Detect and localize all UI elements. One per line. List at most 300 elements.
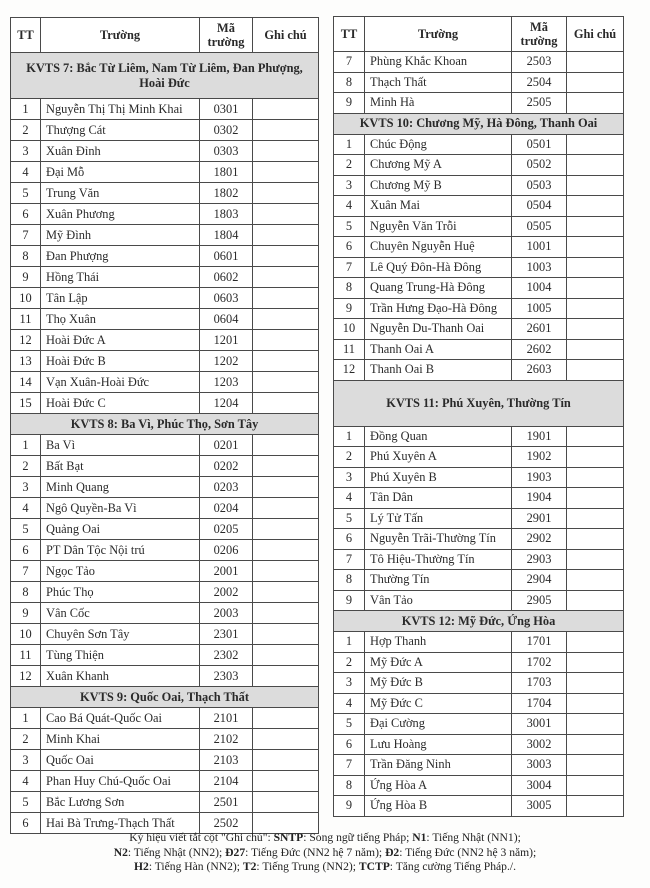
- school-code: 3004: [512, 775, 567, 796]
- legend-line: [0, 860, 650, 875]
- school-code: 3005: [512, 796, 567, 817]
- row-number: 2: [334, 447, 365, 468]
- school-name: Vân Cốc: [41, 603, 200, 624]
- row-number: 3: [334, 467, 365, 488]
- row-number: 13: [11, 351, 41, 372]
- school-code: 1202: [200, 351, 253, 372]
- row-number: 8: [334, 775, 365, 796]
- school-name: Nguyễn Trãi-Thường Tín: [365, 529, 512, 550]
- table-row: [334, 775, 624, 796]
- header-code-line2: trường: [520, 34, 558, 48]
- row-number: 9: [11, 267, 41, 288]
- note-cell: [253, 477, 319, 498]
- row-number: 7: [334, 257, 365, 278]
- school-code: 2102: [200, 729, 253, 750]
- row-number: 12: [11, 330, 41, 351]
- school-name: Phúc Thọ: [41, 582, 200, 603]
- note-cell: [567, 339, 624, 360]
- note-cell: [253, 99, 319, 120]
- table-row: [334, 488, 624, 509]
- note-cell: [567, 590, 624, 611]
- school-name: Thọ Xuân: [41, 309, 200, 330]
- note-cell: [567, 298, 624, 319]
- school-code: 0502: [512, 155, 567, 176]
- row-number: 10: [334, 319, 365, 340]
- school-name: Ba Vì: [41, 435, 200, 456]
- row-number: 8: [334, 278, 365, 299]
- note-cell: [253, 729, 319, 750]
- row-number: 11: [334, 339, 365, 360]
- school-code: 1004: [512, 278, 567, 299]
- note-cell: [253, 309, 319, 330]
- row-number: 1: [334, 632, 365, 653]
- table-row: [11, 288, 319, 309]
- table-row: [334, 196, 624, 217]
- note-cell: [253, 561, 319, 582]
- note-cell: [567, 52, 624, 73]
- table-row: [334, 632, 624, 653]
- table-row: [334, 298, 624, 319]
- school-code: 2902: [512, 529, 567, 550]
- school-name: Mỹ Đức C: [365, 693, 512, 714]
- table-row: [11, 729, 319, 750]
- note-cell: [253, 246, 319, 267]
- school-name: Bắc Lương Sơn: [41, 792, 200, 813]
- row-number: 3: [11, 477, 41, 498]
- note-cell: [253, 162, 319, 183]
- legend-abbreviation: TCTP: [358, 860, 390, 873]
- school-name: Phan Huy Chú-Quốc Oai: [41, 771, 200, 792]
- school-name: Lê Quý Đôn-Hà Đông: [365, 257, 512, 278]
- note-cell: [253, 225, 319, 246]
- school-code: 1802: [200, 183, 253, 204]
- school-name: Xuân Phương: [41, 204, 200, 225]
- school-name: Mỹ Đức A: [365, 652, 512, 673]
- row-number: 1: [334, 426, 365, 447]
- school-name: Nguyễn Văn Trỗi: [365, 216, 512, 237]
- note-cell: [567, 196, 624, 217]
- school-code: 0203: [200, 477, 253, 498]
- note-cell: [567, 72, 624, 93]
- section-header-row: [334, 113, 624, 134]
- school-name: Ngọc Tảo: [41, 561, 200, 582]
- school-name: Lưu Hoàng: [365, 734, 512, 755]
- table-header-row: [334, 17, 624, 52]
- school-name: Quốc Oai: [41, 750, 200, 771]
- school-table-left: [10, 17, 319, 834]
- school-name: Nguyễn Du-Thanh Oai: [365, 319, 512, 340]
- note-cell: [253, 519, 319, 540]
- table-row: [334, 796, 624, 817]
- table-row: [11, 792, 319, 813]
- school-name: Đồng Quan: [365, 426, 512, 447]
- note-cell: [567, 175, 624, 196]
- table-row: [11, 267, 319, 288]
- school-code: 2905: [512, 590, 567, 611]
- row-number: 2: [334, 652, 365, 673]
- legend-text: : Tiếng Đức (NN2 hệ 7 năm);: [245, 845, 386, 859]
- table-row: [334, 714, 624, 735]
- table-row: [11, 666, 319, 687]
- row-number: 1: [11, 708, 41, 729]
- school-name: Đại Mỗ: [41, 162, 200, 183]
- note-cell: [253, 141, 319, 162]
- row-number: 5: [334, 216, 365, 237]
- row-number: 9: [334, 796, 365, 817]
- table-row: [334, 278, 624, 299]
- table-row: [334, 257, 624, 278]
- school-name: Thường Tín: [365, 570, 512, 591]
- note-cell: [253, 351, 319, 372]
- school-code: 2103: [200, 750, 253, 771]
- legend-text: : Tiếng Nhật (NN1);: [426, 831, 521, 844]
- table-row: [11, 540, 319, 561]
- row-number: 4: [334, 196, 365, 217]
- school-name: Quảng Oai: [41, 519, 200, 540]
- table-row: [334, 216, 624, 237]
- school-name: PT Dân Tộc Nội trú: [41, 540, 200, 561]
- row-number: 7: [334, 52, 365, 73]
- row-number: 1: [334, 134, 365, 155]
- school-code: 1005: [512, 298, 567, 319]
- school-code: 0301: [200, 99, 253, 120]
- table-row: [334, 93, 624, 114]
- section-title: KVTS 9: Quốc Oai, Thạch Thất: [11, 687, 319, 708]
- school-code: 2002: [200, 582, 253, 603]
- school-name: Thanh Oai B: [365, 360, 512, 381]
- school-name: Chương Mỹ A: [365, 155, 512, 176]
- table-row: [11, 204, 319, 225]
- note-cell: [567, 93, 624, 114]
- note-cell: [253, 120, 319, 141]
- school-code: 2502: [200, 813, 253, 834]
- table-row: [334, 652, 624, 673]
- header-note: Ghi chú: [253, 18, 319, 53]
- school-code: 0504: [512, 196, 567, 217]
- row-number: 9: [334, 93, 365, 114]
- school-code: 1203: [200, 372, 253, 393]
- row-number: 6: [11, 204, 41, 225]
- table-row: [11, 183, 319, 204]
- school-code: 0201: [200, 435, 253, 456]
- school-code: 0501: [512, 134, 567, 155]
- school-code: 1901: [512, 426, 567, 447]
- note-cell: [567, 652, 624, 673]
- table-row: [11, 393, 319, 414]
- school-code: 2602: [512, 339, 567, 360]
- table-row: [334, 426, 624, 447]
- school-code: 1204: [200, 393, 253, 414]
- school-code: 2301: [200, 624, 253, 645]
- school-code: 0503: [512, 175, 567, 196]
- legend-text: : Tăng cường Tiếng Pháp./.: [389, 860, 516, 873]
- school-name: Ứng Hòa A: [365, 775, 512, 796]
- header-code-line1: Mã: [217, 21, 235, 35]
- row-number: 1: [11, 435, 41, 456]
- school-name: Tô Hiệu-Thường Tín: [365, 549, 512, 570]
- legend-abbreviation: T2: [242, 860, 257, 873]
- note-cell: [567, 467, 624, 488]
- table-row: [334, 590, 624, 611]
- school-name: Xuân Khanh: [41, 666, 200, 687]
- section-title: KVTS 12: Mỹ Đức, Ứng Hòa: [334, 611, 624, 632]
- school-name: Phú Xuyên B: [365, 467, 512, 488]
- school-name: Xuân Đỉnh: [41, 141, 200, 162]
- school-code: 2302: [200, 645, 253, 666]
- header-note: Ghi chú: [567, 17, 624, 52]
- header-code: [200, 18, 253, 53]
- legend-abbreviation: N2: [113, 845, 128, 859]
- note-cell: [567, 257, 624, 278]
- row-number: 7: [334, 549, 365, 570]
- header-tt: TT: [334, 17, 365, 52]
- table-row: [334, 529, 624, 550]
- note-cell: [253, 645, 319, 666]
- note-cell: [253, 750, 319, 771]
- table-row: [334, 155, 624, 176]
- school-code: 1801: [200, 162, 253, 183]
- school-code: 2003: [200, 603, 253, 624]
- row-number: 10: [11, 288, 41, 309]
- table-row: [11, 582, 319, 603]
- table-body: [11, 53, 319, 834]
- table-row: [11, 225, 319, 246]
- table-row: [334, 755, 624, 776]
- row-number: 6: [334, 237, 365, 258]
- school-name: Phùng Khắc Khoan: [365, 52, 512, 73]
- school-name: Thanh Oai A: [365, 339, 512, 360]
- row-number: 2: [11, 120, 41, 141]
- note-cell: [253, 540, 319, 561]
- school-name: Trung Văn: [41, 183, 200, 204]
- school-name: Đại Cường: [365, 714, 512, 735]
- school-code: 0204: [200, 498, 253, 519]
- note-cell: [567, 549, 624, 570]
- row-number: 5: [11, 519, 41, 540]
- header-school: Trường: [365, 17, 512, 52]
- school-code: 1701: [512, 632, 567, 653]
- school-code: 2104: [200, 771, 253, 792]
- row-number: 10: [11, 624, 41, 645]
- row-number: 1: [11, 99, 41, 120]
- note-cell: [253, 456, 319, 477]
- school-code: 2505: [512, 93, 567, 114]
- section-title: KVTS 8: Ba Vì, Phúc Thọ, Sơn Tây: [11, 414, 319, 435]
- school-name: Tùng Thiện: [41, 645, 200, 666]
- school-name: Trần Đăng Ninh: [365, 755, 512, 776]
- header-school: Trường: [41, 18, 200, 53]
- note-cell: [567, 529, 624, 550]
- table-row: [11, 351, 319, 372]
- school-code: 0202: [200, 456, 253, 477]
- note-cell: [567, 755, 624, 776]
- legend-abbreviation: SNTP: [273, 831, 304, 844]
- school-name: Trần Hưng Đạo-Hà Đông: [365, 298, 512, 319]
- header-tt: TT: [11, 18, 41, 53]
- school-code: 2101: [200, 708, 253, 729]
- table-row: [334, 134, 624, 155]
- school-name: Minh Quang: [41, 477, 200, 498]
- row-number: 12: [334, 360, 365, 381]
- note-cell: [567, 508, 624, 529]
- abbreviation-legend: [0, 831, 650, 875]
- row-number: 12: [11, 666, 41, 687]
- school-name: Đan Phượng: [41, 246, 200, 267]
- note-cell: [253, 204, 319, 225]
- note-cell: [253, 771, 319, 792]
- school-code: 1703: [512, 673, 567, 694]
- school-name: Ngô Quyền-Ba Vì: [41, 498, 200, 519]
- note-cell: [253, 267, 319, 288]
- school-code: 2904: [512, 570, 567, 591]
- note-cell: [567, 488, 624, 509]
- note-cell: [567, 216, 624, 237]
- row-number: 6: [334, 529, 365, 550]
- school-name: Cao Bá Quát-Quốc Oai: [41, 708, 200, 729]
- table-row: [11, 771, 319, 792]
- row-number: 5: [334, 714, 365, 735]
- section-header-row: [334, 611, 624, 632]
- school-table-right: [333, 16, 624, 817]
- legend-text: Ký hiệu viết tắt cột "Ghi chú":: [129, 831, 274, 844]
- note-cell: [567, 796, 624, 817]
- table-row: [11, 120, 319, 141]
- note-cell: [567, 714, 624, 735]
- note-cell: [567, 447, 624, 468]
- legend-abbreviation: N1: [412, 831, 427, 844]
- school-name: Chuyên Sơn Tây: [41, 624, 200, 645]
- note-cell: [567, 134, 624, 155]
- row-number: 3: [334, 175, 365, 196]
- table-row: [11, 141, 319, 162]
- school-name: Phú Xuyên A: [365, 447, 512, 468]
- table-body: [334, 52, 624, 817]
- row-number: 4: [11, 162, 41, 183]
- note-cell: [253, 666, 319, 687]
- header-code-line1: Mã: [530, 20, 548, 34]
- school-code: 1201: [200, 330, 253, 351]
- row-number: 3: [11, 750, 41, 771]
- school-code: 2501: [200, 792, 253, 813]
- section-header-row: [11, 414, 319, 435]
- table-row: [334, 237, 624, 258]
- school-code: 0505: [512, 216, 567, 237]
- school-code: 3003: [512, 755, 567, 776]
- table-row: [11, 246, 319, 267]
- table-row: [11, 645, 319, 666]
- note-cell: [253, 393, 319, 414]
- row-number: 9: [334, 590, 365, 611]
- note-cell: [567, 155, 624, 176]
- table-row: [11, 330, 319, 351]
- row-number: 9: [334, 298, 365, 319]
- table-row: [334, 508, 624, 529]
- note-cell: [253, 372, 319, 393]
- table-row: [334, 570, 624, 591]
- row-number: 6: [334, 734, 365, 755]
- row-number: 3: [334, 673, 365, 694]
- section-header-row: [11, 53, 319, 99]
- row-number: 7: [11, 561, 41, 582]
- note-cell: [253, 288, 319, 309]
- school-code: 3002: [512, 734, 567, 755]
- table-row: [334, 734, 624, 755]
- legend-text: : Tiếng Nhật (NN2);: [127, 845, 226, 859]
- table-row: [334, 339, 624, 360]
- legend-line: [0, 846, 650, 861]
- row-number: 5: [11, 792, 41, 813]
- row-number: 9: [11, 603, 41, 624]
- note-cell: [567, 693, 624, 714]
- school-name: Bất Bạt: [41, 456, 200, 477]
- note-cell: [567, 570, 624, 591]
- school-name: Lý Tử Tấn: [365, 508, 512, 529]
- school-name: Vân Tảo: [365, 590, 512, 611]
- table-row: [11, 309, 319, 330]
- section-header-row: [11, 687, 319, 708]
- header-code-line2: trường: [207, 35, 245, 49]
- section-title: KVTS 11: Phú Xuyên, Thường Tín: [334, 380, 624, 426]
- school-code: 1803: [200, 204, 253, 225]
- note-cell: [567, 632, 624, 653]
- table-row: [11, 603, 319, 624]
- school-name: Chuyên Nguyễn Huệ: [365, 237, 512, 258]
- row-number: 11: [11, 309, 41, 330]
- row-number: 14: [11, 372, 41, 393]
- section-title: KVTS 10: Chương Mỹ, Hà Đông, Thanh Oai: [334, 113, 624, 134]
- school-name: Ứng Hòa B: [365, 796, 512, 817]
- table-row: [11, 750, 319, 771]
- row-number: 4: [11, 771, 41, 792]
- table-row: [11, 162, 319, 183]
- legend-text: : Tiếng Hàn (NN2);: [148, 860, 243, 873]
- row-number: 2: [11, 729, 41, 750]
- table-row: [11, 435, 319, 456]
- note-cell: [253, 330, 319, 351]
- row-number: 11: [11, 645, 41, 666]
- row-number: 4: [334, 693, 365, 714]
- row-number: 4: [11, 498, 41, 519]
- school-code: 1903: [512, 467, 567, 488]
- legend-abbreviation: H2: [134, 860, 149, 873]
- note-cell: [567, 360, 624, 381]
- table-row: [334, 175, 624, 196]
- school-name: Quang Trung-Hà Đông: [365, 278, 512, 299]
- row-number: 8: [334, 570, 365, 591]
- legend-abbreviation: Đ2: [385, 845, 400, 859]
- school-code: 2503: [512, 52, 567, 73]
- row-number: 2: [334, 155, 365, 176]
- legend-text: : Song ngữ tiếng Pháp;: [303, 831, 413, 844]
- note-cell: [253, 792, 319, 813]
- legend-line: [0, 831, 650, 846]
- note-cell: [253, 624, 319, 645]
- school-name: Hoài Đức C: [41, 393, 200, 414]
- school-name: Hoài Đức A: [41, 330, 200, 351]
- school-name: Tân Dân: [365, 488, 512, 509]
- note-cell: [567, 426, 624, 447]
- note-cell: [253, 498, 319, 519]
- school-code: 1003: [512, 257, 567, 278]
- note-cell: [567, 775, 624, 796]
- legend-text: : Tiếng Trung (NN2);: [256, 860, 359, 873]
- note-cell: [253, 183, 319, 204]
- row-number: 7: [334, 755, 365, 776]
- school-code: 2903: [512, 549, 567, 570]
- school-name: Hồng Thái: [41, 267, 200, 288]
- table-row: [334, 52, 624, 73]
- school-name: Minh Hà: [365, 93, 512, 114]
